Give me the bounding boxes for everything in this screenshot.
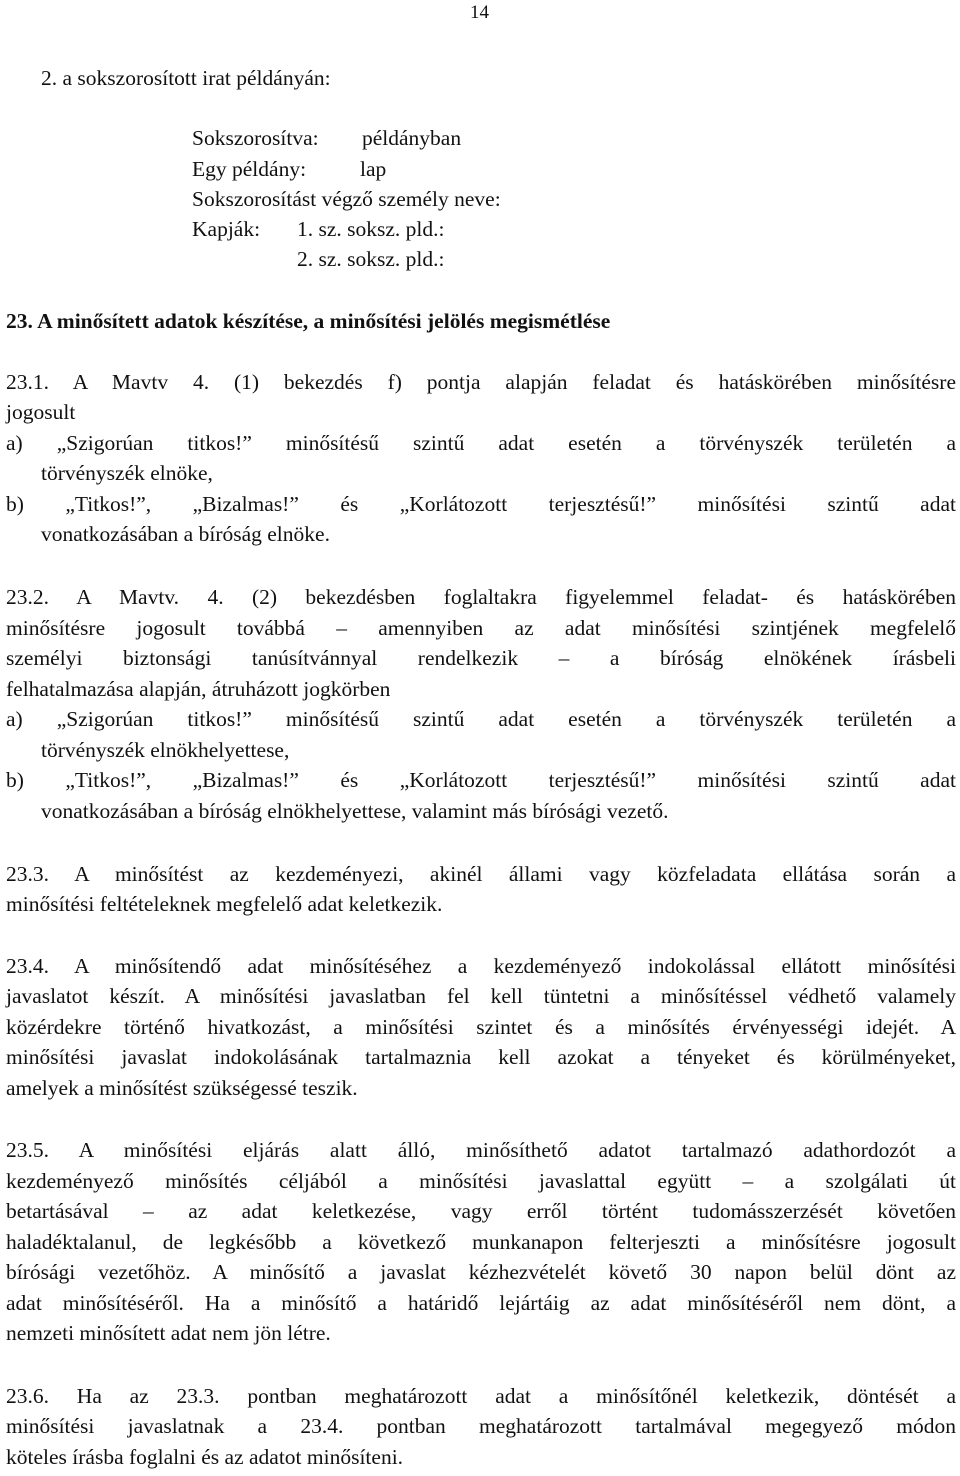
page-number: 14: [470, 2, 489, 23]
p235-line: bírósági vezetőhöz. A minősítő a javaslat kézhezvételét követő 30 napon belül dönt az: [6, 1260, 956, 1284]
p234-line: amelyek a minősítést szükségessé teszik.: [6, 1076, 358, 1100]
p231-line: b) „Titkos!”, „Bizalmas!” és „Korlátozott terjesztésű!” minősítési szintű adat: [6, 492, 956, 516]
p235-line: betartásával – az adat keletkezése, vagy erről történt tudomásszerzését követően: [6, 1199, 956, 1223]
p231-line: jogosult: [6, 400, 76, 424]
p231-line: a) „Szigorúan titkos!” minősítésű szintű adat esetén a törvényszék területén a: [6, 431, 956, 455]
p232-line: felhatalmazása alapján, átruházott jogkörben: [6, 677, 391, 701]
section-heading: 23. A minősített adatok készítése, a minősítési jelölés megismétlése: [6, 309, 611, 333]
copier-name-label: Sokszorosítást végző személy neve:: [192, 187, 501, 211]
p233-line: 23.3. A minősítést az kezdeményezi, akinél állami vagy közfeladata ellátása során a: [6, 862, 956, 886]
p232-line: vonatkozásában a bíróság elnökhelyettese, valamint más bírósági vezető.: [41, 799, 669, 823]
p235-line: haladéktalanul, de legkésőbb a következő munkanapon felterjeszti a minősítésre jogosult: [6, 1230, 956, 1254]
p234-line: minősítési javaslat indokolásának tartalmaznia kell azokat a tényeket és körülményeket,: [6, 1045, 956, 1069]
p235-line: adat minősítéséről. Ha a minősítő a határidő lejártáig az adat minősítéséről nem dönt, a: [6, 1291, 956, 1315]
p231-line: vonatkozásában a bíróság elnöke.: [41, 522, 330, 546]
p235-line: 23.5. A minősítési eljárás alatt álló, minősíthető adatot tartalmazó adathordozót a: [6, 1138, 956, 1162]
p232-line: 23.2. A Mavtv. 4. (2) bekezdésben foglaltakra figyelemmel feladat- és hatáskörében: [6, 585, 956, 609]
p232-line: a) „Szigorúan titkos!” minősítésű szintű adat esetén a törvényszék területén a: [6, 707, 956, 731]
p233-line: minősítési feltételeknek megfelelő adat keletkezik.: [6, 892, 443, 916]
p232-line: személyi biztonsági tanúsítvánnyal rendelkezik – a bíróság elnökének írásbeli: [6, 646, 956, 670]
one-copy-label: Egy példány:: [192, 157, 307, 181]
p234-line: javaslatot készít. A minősítési javaslatban fel kell tüntetni a minősítéssel védhető valamely: [6, 984, 956, 1008]
p235-line: nemzeti minősített adat nem jön létre.: [6, 1321, 331, 1345]
recipients-label: Kapják:: [192, 217, 261, 241]
item-2-heading: 2. a sokszorosított irat példányán:: [41, 66, 331, 90]
p234-line: közérdekre történő hivatkozást, a minősítési szintet és a minősítés érvényességi idejét. A: [6, 1015, 956, 1039]
copies-label: Sokszorosítva:: [192, 126, 319, 150]
copies-value: példányban: [362, 126, 462, 150]
copy-1-label: 1. sz. soksz. pld.:: [297, 217, 445, 241]
p236-line: köteles írásba foglalni és az adatot minősíteni.: [6, 1445, 404, 1469]
p236-line: minősítési javaslatnak a 23.4. pontban meghatározott tartalmával megegyező módon: [6, 1414, 956, 1438]
p232-line: törvényszék elnökhelyettese,: [41, 738, 290, 762]
copy-2-label: 2. sz. soksz. pld.:: [297, 247, 445, 271]
p235-line: kezdeményező minősítés céljából a minősítési javaslattal együtt – a szolgálati út: [6, 1169, 956, 1193]
p236-line: 23.6. Ha az 23.3. pontban meghatározott adat a minősítőnél keletkezik, döntését a: [6, 1384, 956, 1408]
p231-line: 23.1. A Mavtv 4. (1) bekezdés f) pontja alapján feladat és hatáskörében minősítésre: [6, 370, 956, 394]
p234-line: 23.4. A minősítendő adat minősítéséhez a kezdeményező indokolással ellátott minősítési: [6, 954, 956, 978]
one-copy-value: lap: [360, 157, 387, 181]
p232-line: minősítésre jogosult továbbá – amennyiben az adat minősítési szintjének megfelelő: [6, 616, 956, 640]
p231-line: törvényszék elnöke,: [41, 461, 213, 485]
p232-line: b) „Titkos!”, „Bizalmas!” és „Korlátozott terjesztésű!” minősítési szintű adat: [6, 768, 956, 792]
